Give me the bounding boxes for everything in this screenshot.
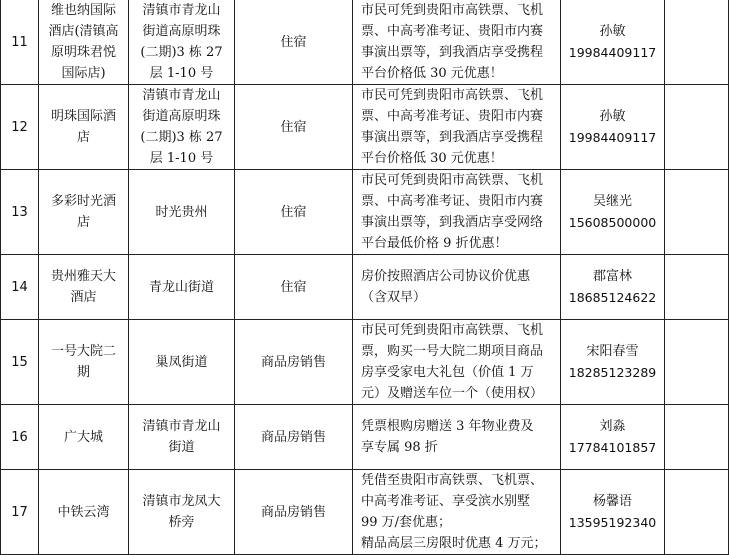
name-line: 期 bbox=[76, 365, 90, 380]
business-category: 商品房销售 bbox=[235, 405, 353, 470]
table-row bbox=[1, 405, 729, 470]
discount-offer bbox=[353, 405, 561, 470]
business-category: 商品房销售 bbox=[235, 470, 353, 555]
address-line: 巢凤街道 bbox=[155, 354, 208, 370]
offer-line: 中高考准考证、享受滨水别墅 bbox=[361, 494, 531, 509]
business-category: 商品房销售 bbox=[235, 320, 353, 405]
remark-cell bbox=[665, 85, 729, 170]
name-line: 广大城 bbox=[63, 429, 103, 445]
address-line: 时光贵州 bbox=[155, 204, 208, 220]
offer-line: 市民可凭到贵阳市高铁票、飞机 bbox=[361, 173, 544, 188]
name-line: 酒店 bbox=[70, 290, 97, 305]
contact-name: 杨馨语 bbox=[592, 494, 632, 509]
offer-line: 市民可凭到贵阳市高铁票、飞机 bbox=[361, 88, 544, 103]
contact-name: 吴继光 bbox=[592, 194, 632, 209]
name-line: 中铁云湾 bbox=[57, 504, 110, 520]
contact-name: 刘淼 bbox=[599, 419, 626, 434]
address-line: 清镇市龙凤大 bbox=[142, 494, 221, 509]
merchant-name bbox=[39, 85, 129, 170]
merchant-address bbox=[129, 320, 235, 405]
discount-offer bbox=[353, 85, 561, 170]
offer-line: 事演出票等，到我酒店享受携程 bbox=[361, 130, 544, 145]
offer-line: 平台最低价格 9 折优惠！ bbox=[361, 236, 508, 251]
discount-offer bbox=[353, 320, 561, 405]
remark-cell bbox=[665, 470, 729, 555]
contact-name: 郡富林 bbox=[592, 269, 632, 284]
table-row bbox=[1, 0, 729, 85]
name-line: 贵州雅天大 bbox=[50, 269, 116, 284]
name-line: 一号大院二 bbox=[50, 344, 116, 359]
offer-line: （含双早） bbox=[361, 290, 427, 305]
merchant-name bbox=[39, 470, 129, 555]
merchant-name bbox=[39, 0, 129, 85]
offer-line: 票，购买一号大院二期项目商品 bbox=[361, 344, 544, 359]
offer-line: 票、中高考准考证、贵阳市内赛 bbox=[361, 24, 544, 39]
name-line: 店 bbox=[76, 215, 90, 230]
contact-phone: 15608500000 bbox=[568, 215, 657, 230]
address-line: 街道 bbox=[168, 440, 195, 455]
contact-info bbox=[561, 170, 665, 255]
table-row bbox=[1, 85, 729, 170]
row-number: 17 bbox=[1, 470, 39, 555]
contact-phone: 18685124622 bbox=[568, 290, 657, 305]
name-line: 原明珠君悦 bbox=[50, 45, 116, 60]
merchant-address bbox=[129, 170, 235, 255]
remark-cell bbox=[665, 170, 729, 255]
address-line: 街道高原明珠 bbox=[142, 24, 221, 39]
address-line: (二期)3 栋 27 bbox=[140, 130, 223, 145]
discount-offer bbox=[353, 255, 561, 320]
name-line: 多彩时光酒 bbox=[50, 194, 116, 209]
contact-phone: 19984409117 bbox=[568, 45, 657, 60]
row-number: 15 bbox=[1, 320, 39, 405]
name-line: 维也纳国际 bbox=[50, 3, 116, 18]
business-category: 住宿 bbox=[235, 0, 353, 85]
offer-line: 元）及赠送车位一个（使用权） bbox=[361, 386, 544, 401]
merchant-address bbox=[129, 255, 235, 320]
table-row bbox=[1, 255, 729, 320]
address-line: 青龙山街道 bbox=[148, 279, 214, 295]
offer-line: 市民可凭到贵阳市高铁票、飞机 bbox=[361, 323, 544, 338]
name-line: 酒店(清镇高 bbox=[48, 24, 119, 39]
offer-line: 市民可凭到贵阳市高铁票、飞机 bbox=[361, 3, 544, 18]
contact-info bbox=[561, 255, 665, 320]
merchant-address bbox=[129, 405, 235, 470]
offer-line: 凭借至贵阳市高铁票、飞机票、 bbox=[361, 473, 544, 488]
contact-info bbox=[561, 0, 665, 85]
row-number: 16 bbox=[1, 405, 39, 470]
offer-line: 平台价格低 30 元优惠！ bbox=[361, 151, 503, 166]
business-category: 住宿 bbox=[235, 255, 353, 320]
remark-cell bbox=[665, 320, 729, 405]
table-body bbox=[1, 0, 729, 555]
merchant-name bbox=[39, 170, 129, 255]
remark-cell bbox=[665, 0, 729, 85]
row-number: 12 bbox=[1, 85, 39, 170]
offer-line: 事演出票等，到我酒店享受携程 bbox=[361, 45, 544, 60]
discount-offer bbox=[353, 470, 561, 555]
offer-line: 凭票根购房赠送 3 年物业费及 bbox=[361, 419, 534, 434]
address-line: 街道高原明珠 bbox=[142, 109, 221, 124]
offer-line: 享专属 98 折 bbox=[361, 440, 438, 455]
address-line: (二期)3 栋 27 bbox=[140, 45, 223, 60]
offer-line: 房享受家电大礼包（价值 1 万 bbox=[361, 365, 534, 380]
row-number: 11 bbox=[1, 0, 39, 85]
discount-offer bbox=[353, 170, 561, 255]
offer-line: 平台价格低 30 元优惠！ bbox=[361, 66, 503, 81]
offer-line: 房价按照酒店公司协议价优惠 bbox=[361, 269, 531, 284]
contact-phone: 17784101857 bbox=[568, 440, 657, 455]
merchant-address bbox=[129, 0, 235, 85]
offer-line: 票、中高考准考证、贵阳市内赛 bbox=[361, 194, 544, 209]
table-row bbox=[1, 320, 729, 405]
address-line: 层 1-10 号 bbox=[149, 66, 214, 81]
contact-name: 宋阳春雪 bbox=[586, 344, 639, 359]
contact-name: 孙敏 bbox=[599, 24, 626, 39]
contact-phone: 13595192340 bbox=[568, 515, 657, 530]
offer-line: 99 万/套优惠； bbox=[361, 515, 452, 530]
address-line: 清镇市青龙山 bbox=[142, 419, 221, 434]
offer-line: 事演出票等，到我酒店享受网络 bbox=[361, 215, 544, 230]
address-line: 清镇市青龙山 bbox=[142, 3, 221, 18]
contact-name: 孙敏 bbox=[599, 109, 626, 124]
contact-info bbox=[561, 405, 665, 470]
contact-phone: 18285123289 bbox=[568, 365, 657, 380]
name-line: 明珠国际酒 bbox=[50, 109, 116, 124]
merchant-name bbox=[39, 255, 129, 320]
remark-cell bbox=[665, 255, 729, 320]
discount-offer bbox=[353, 0, 561, 85]
address-line: 层 1-10 号 bbox=[149, 151, 214, 166]
remark-cell bbox=[665, 405, 729, 470]
address-line: 桥旁 bbox=[168, 515, 195, 530]
name-line: 店 bbox=[76, 130, 90, 145]
contact-info bbox=[561, 85, 665, 170]
name-line: 国际店) bbox=[61, 66, 106, 81]
merchant-name bbox=[39, 405, 129, 470]
merchant-name bbox=[39, 320, 129, 405]
row-number: 13 bbox=[1, 170, 39, 255]
contact-phone: 19984409117 bbox=[568, 130, 657, 145]
table-row bbox=[1, 470, 729, 555]
table-row bbox=[1, 170, 729, 255]
offer-line: 精品高层三房限时优惠 4 万元； bbox=[361, 536, 547, 551]
row-number: 14 bbox=[1, 255, 39, 320]
contact-info bbox=[561, 320, 665, 405]
contact-info bbox=[561, 470, 665, 555]
offer-line: 票、中高考准考证、贵阳市内赛 bbox=[361, 109, 544, 124]
merchant-address bbox=[129, 85, 235, 170]
business-category: 住宿 bbox=[235, 170, 353, 255]
business-category: 住宿 bbox=[235, 85, 353, 170]
address-line: 清镇市青龙山 bbox=[142, 88, 221, 103]
merchant-address bbox=[129, 470, 235, 555]
